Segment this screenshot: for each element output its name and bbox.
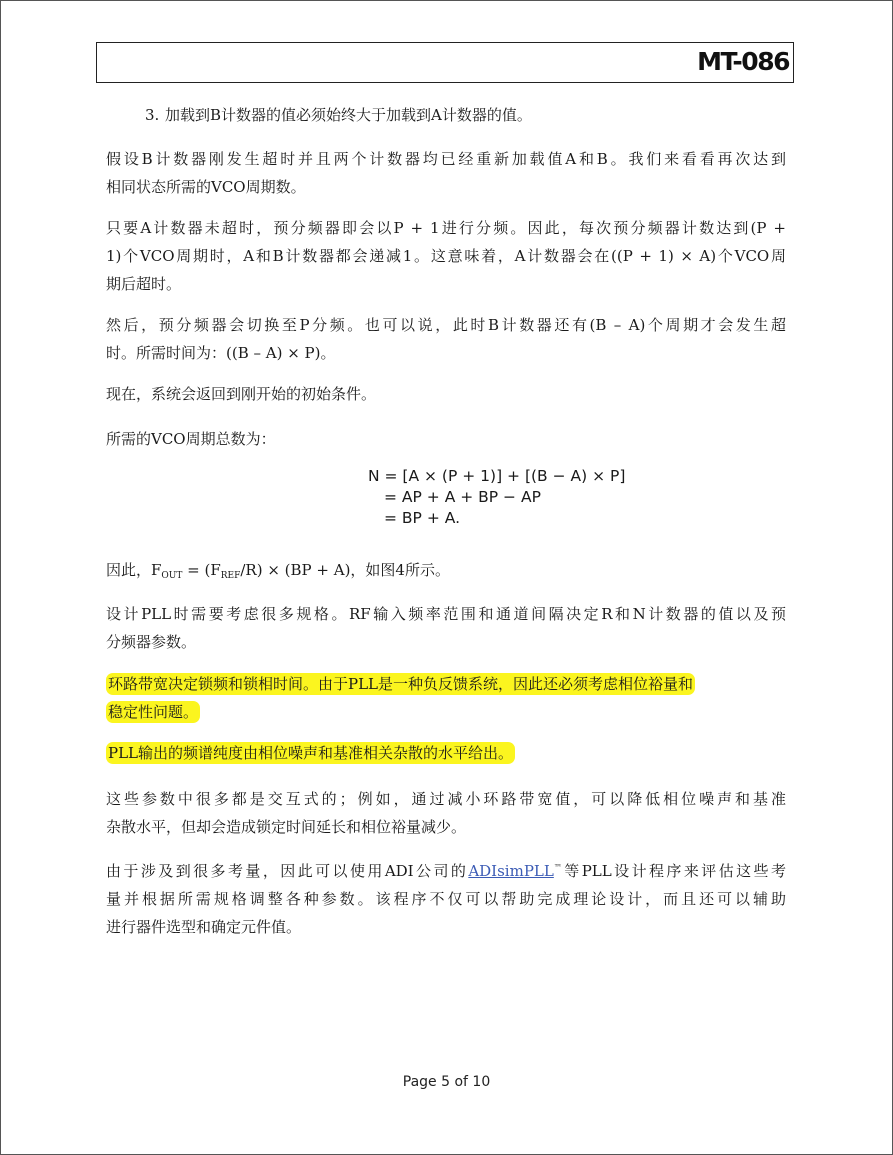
- adisimpll-link[interactable]: ADIsimPLL: [468, 862, 554, 880]
- paragraph-adisimpll: [106, 854, 786, 941]
- text-line: [106, 739, 786, 767]
- text-line: 相同状态所需的VCO周期数。: [106, 178, 306, 196]
- text-line: [106, 854, 786, 885]
- document-header: [96, 42, 794, 83]
- text-fragment: 因此，F: [106, 561, 162, 579]
- paragraph-initial-condition: [106, 380, 786, 408]
- equation-line: = BP + A.: [384, 509, 460, 527]
- text-line: 杂散水平，但却会造成锁定时间延长和相位裕量减少。: [106, 818, 467, 836]
- text-fragment: 等PLL设计程序来评估这些考: [561, 862, 786, 880]
- highlighted-text: 稳定性问题。: [108, 703, 199, 721]
- equation-line: = AP + A + BP − AP: [384, 488, 541, 506]
- paragraph-pll-specs: [106, 600, 786, 656]
- page-number: Page 5 of 10: [402, 1074, 491, 1090]
- text-line: 1)个VCO周期时，A和B计数器都会递减1。这意味着，A计数器会在((P + 1) × A)个VCO周: [106, 247, 786, 265]
- list-item-number: 3.: [145, 106, 160, 124]
- text-line: 只要A计数器未超时，预分频器即会以P + 1进行分频。因此，每次预分频器计数达到(P +: [106, 219, 786, 237]
- text-line: [106, 670, 786, 698]
- subscript-out: OUT: [161, 571, 183, 581]
- trademark-symbol: ™: [553, 863, 562, 872]
- paragraph-spectral-purity-highlighted: [106, 739, 786, 767]
- text-line: [106, 556, 786, 590]
- paragraph-prescaler-p: [106, 311, 786, 367]
- text-line: 量并根据所需规格调整各种参数。该程序不仅可以帮助完成理论设计，而且还可以辅助: [106, 890, 786, 908]
- text-line: 设计PLL时需要考虑很多规格。RF输入频率范围和通道间隔决定R和N计数器的值以及预: [106, 605, 786, 623]
- subscript-ref: REF: [220, 571, 241, 581]
- text-line: 这些参数中很多都是交互式的；例如，通过减小环路带宽值，可以降低相位噪声和基准: [106, 790, 786, 808]
- text-fragment: /R) × (BP + A)，如图4所示。: [240, 561, 450, 579]
- paragraph-prescaler-p-plus-1: [106, 214, 786, 298]
- equation-line: N = [A × (P + 1)] + [(B − A) × P]: [368, 467, 626, 485]
- highlighted-text: PLL输出的频谱纯度由相位噪声和基准相关杂散的水平给出。: [108, 744, 514, 762]
- list-item: [145, 101, 532, 129]
- paragraph-fout: [106, 556, 786, 590]
- document-id: MT-086: [697, 47, 789, 76]
- text-line: 然后，预分频器会切换至P分频。也可以说，此时B计数器还有(B – A)个周期才会发生超: [106, 316, 786, 334]
- highlighted-text: 环路带宽决定锁频和锁相时间。由于PLL是一种负反馈系统，因此还必须考虑相位裕量和: [108, 675, 694, 693]
- text-line: 现在，系统会返回到刚开始的初始条件。: [106, 385, 377, 403]
- text-line: 假设B计数器刚发生超时并且两个计数器均已经重新加载值A和B。我们来看看再次达到: [106, 150, 786, 168]
- text-line: 期后超时。: [106, 275, 182, 293]
- paragraph-total-cycles: [106, 425, 786, 453]
- paragraph-interactive-params: [106, 785, 786, 841]
- text-fragment: 由于涉及到很多考量，因此可以使用ADI公司的: [106, 862, 469, 880]
- equation-block: [368, 466, 625, 529]
- text-fragment: = (F: [182, 561, 221, 579]
- text-line: 分频器参数。: [106, 633, 197, 651]
- text-line: 时。所需时间为：((B – A) × P)。: [106, 344, 336, 362]
- paragraph-loop-bandwidth-highlighted: [106, 670, 786, 726]
- text-line: 进行器件选型和确定元件值。: [106, 918, 302, 936]
- paragraph-counter-state: [106, 145, 786, 201]
- list-item-text: 加载到B计数器的值必须始终大于加载到A计数器的值。: [165, 106, 532, 124]
- text-line: [106, 698, 786, 726]
- text-line: 所需的VCO周期总数为：: [106, 430, 276, 448]
